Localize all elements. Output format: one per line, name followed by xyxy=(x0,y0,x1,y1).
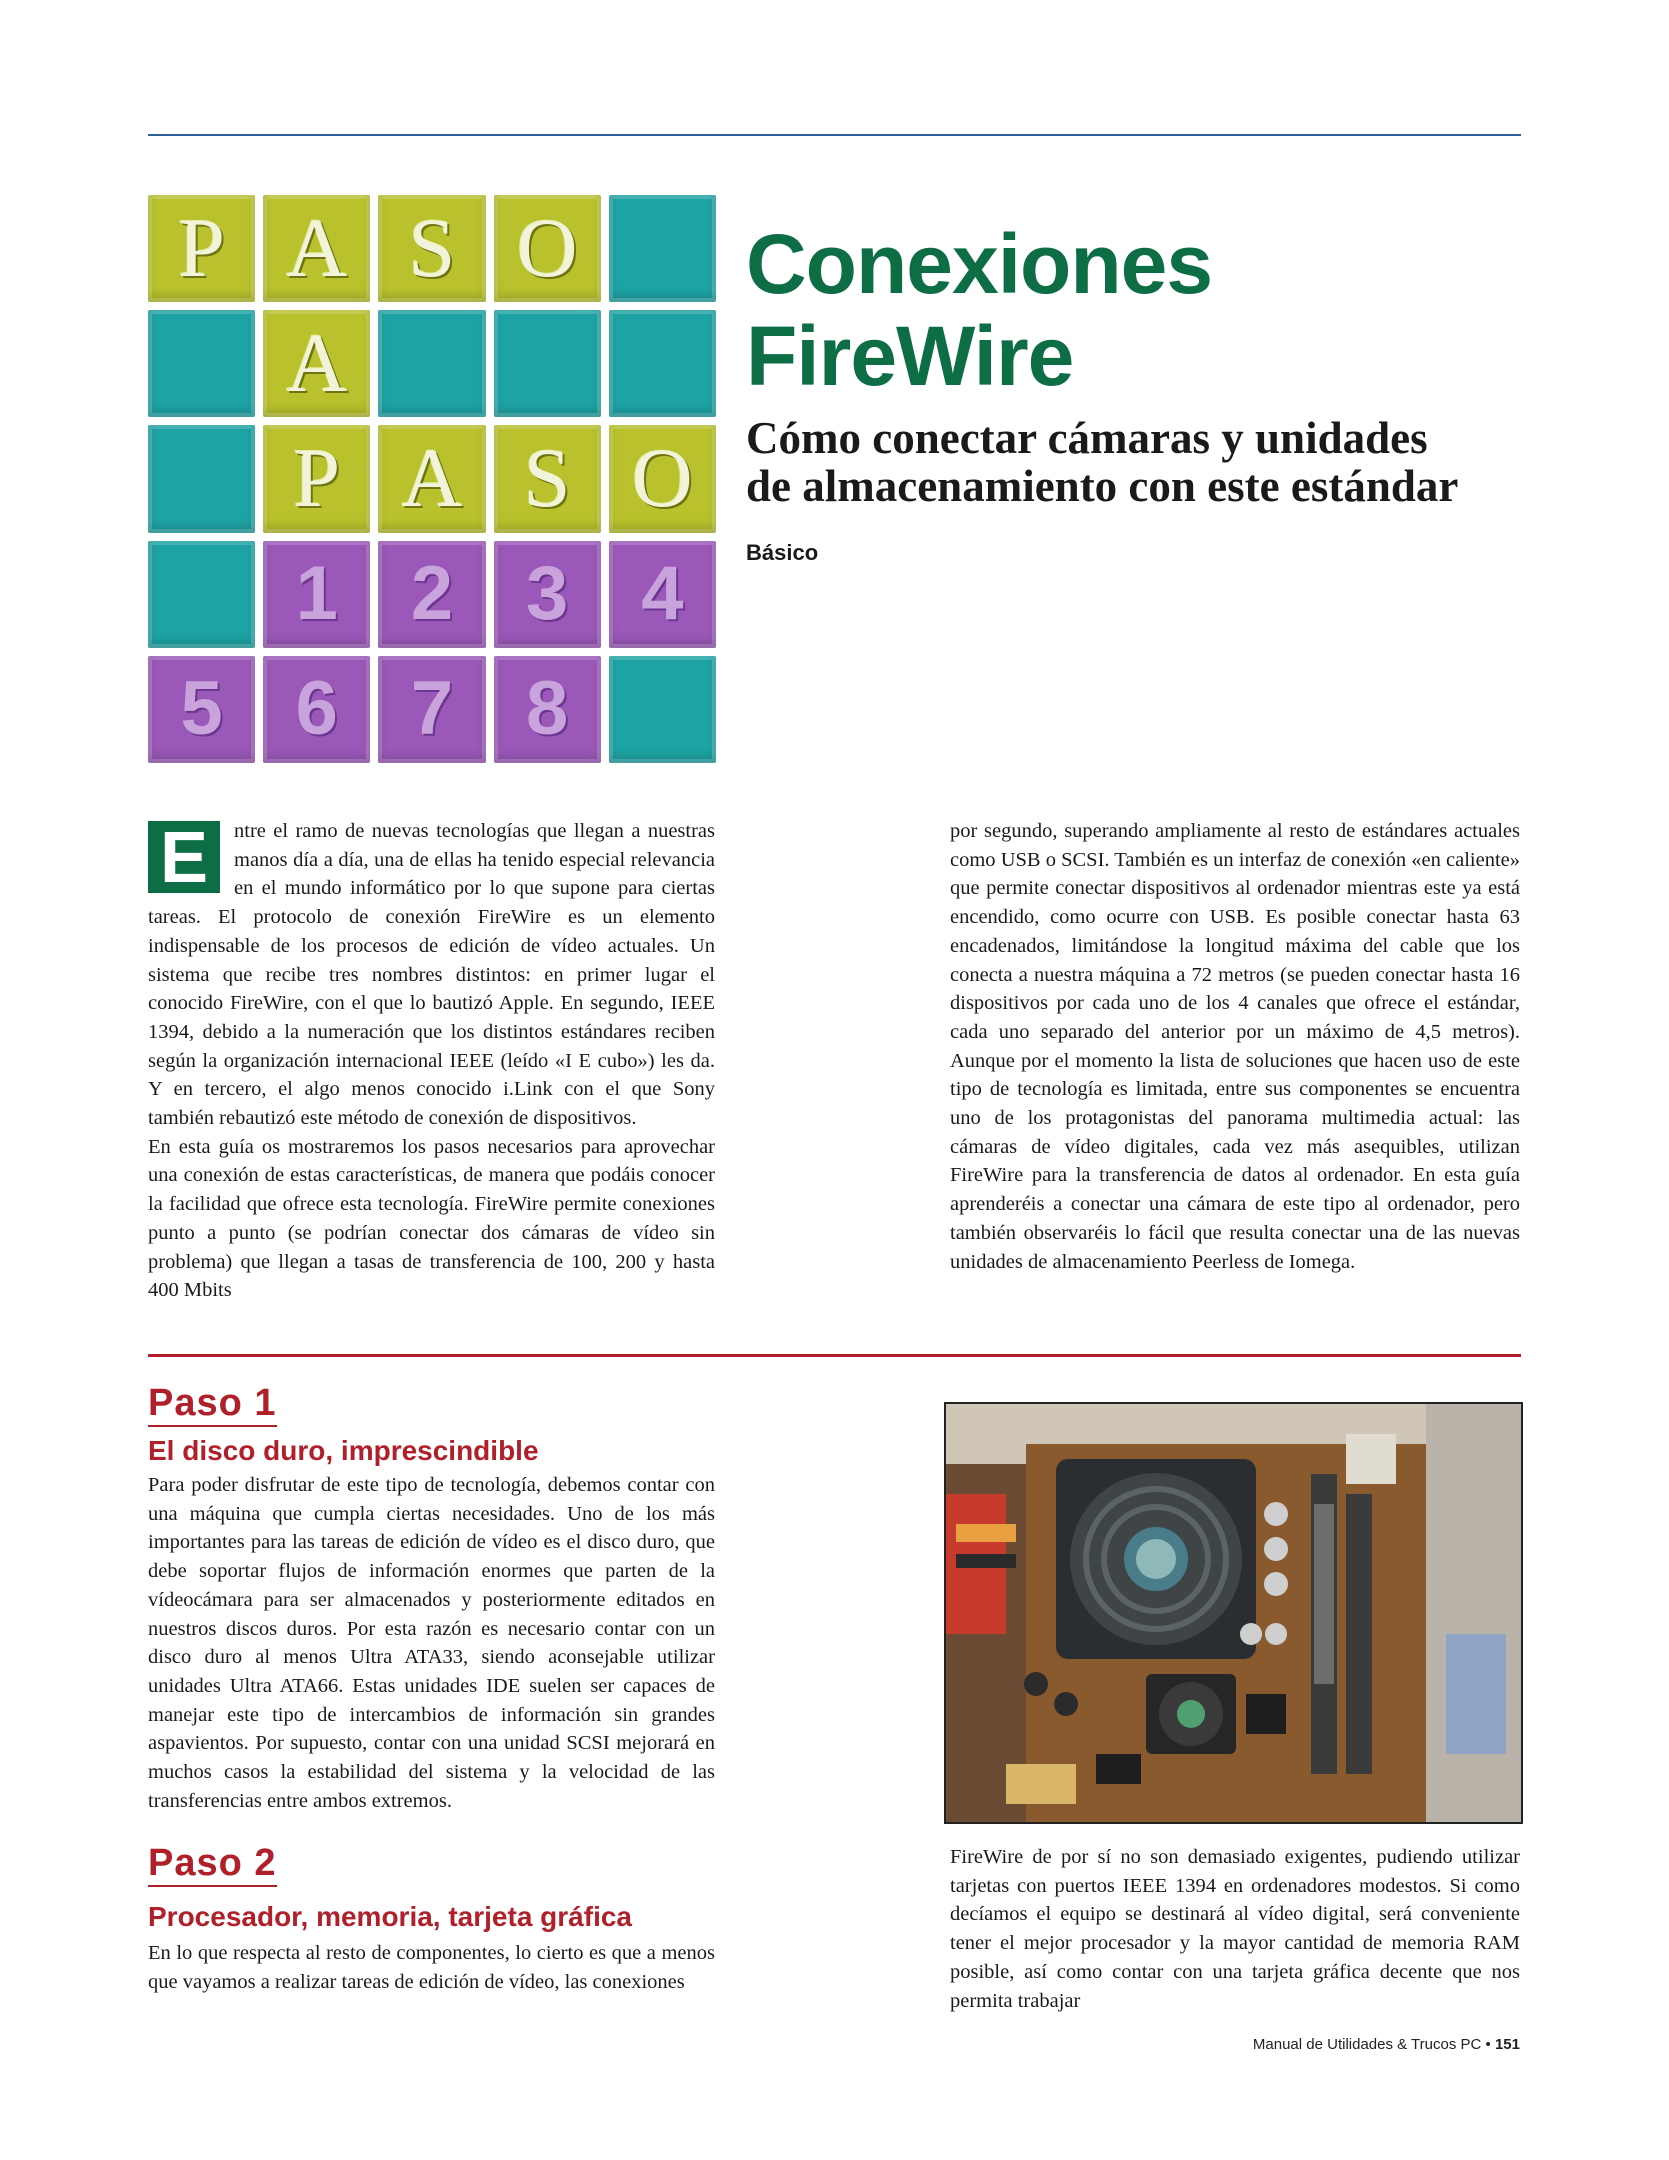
logo-tile-4: 4 xyxy=(609,541,716,648)
logo-tile-blank xyxy=(148,425,255,532)
intro-paragraph-2: En esta guía os mostraremos los pasos necesarios para aprovechar una conexión de estas características, de manera que podáis conocer la facilidad que ofrece esta tecnología. FireWire permite conexiones punto a punto (se podrían conectar dos cámaras de vídeo sin problema) que llegan a tasas de transferencia de 100, 200 y hasta 400 Mbits xyxy=(148,1135,715,1302)
logo-tile-blank xyxy=(378,310,485,417)
paso-2-text-continued: FireWire de por sí no son demasiado exigentes, pudiendo utilizar tarjetas con puertos IEEE 1394 en ordenadores modestos. Si como decíamos el equipo se destinará al vídeo digital, será conveniente tener el mejor procesador y la mayor cantidad de memoria RAM posible, así como contar con una tarjeta gráfica decente que nos permita trabajar xyxy=(950,1846,1520,2012)
subtitle-line-2: de almacenamiento con este estándar xyxy=(746,461,1459,511)
logo-tile-s: S xyxy=(378,195,485,302)
logo-tile-a: A xyxy=(263,310,370,417)
logo-tile-blank xyxy=(609,195,716,302)
intro-paragraph-3: por segundo, superando ampliamente al resto de estándares actuales como USB o SCSI. También es un interfaz de conexión «en caliente» que permite conectar dispositivos al ordenador mientras este ya está encendido, como ocurre con USB. Es posible conectar hasta 63 encadenados, limitándose la longitud máxima del cable que los conecta a nuestra máquina a 72 metros (se pueden conectar hasta 16 dispositivos por cada uno de los 4 canales que ofrece el estándar, cada uno separado del anterior por un máximo de 4,5 metros). Aunque por el momento la lista de soluciones que hacen uso de este tipo de tecnología es limitada, entre sus componentes se encuentra uno de los protagonistas del panorama multimedia actual: las cámaras de vídeo digitales, cada vez más asequibles, utilizan FireWire para la transferencia de datos al ordenador. En esta guía aprenderéis a conectar una cámara de este tipo al ordenador, pero también observaréis lo fácil que resulta conectar una de las nuevas unidades de almacenamiento Peerless de Iomega. xyxy=(950,820,1520,1273)
logo-tile-a: A xyxy=(378,425,485,532)
difficulty-level: Básico xyxy=(746,540,819,565)
subtitle-line-1: Cómo conectar cámaras y unidades xyxy=(746,413,1428,463)
paso-1-heading xyxy=(148,1383,277,1427)
paso-2-heading xyxy=(148,1843,277,1887)
page-number: 151 xyxy=(1494,2036,1520,2053)
logo-tile-p: P xyxy=(263,425,370,532)
paso-2-text: En lo que respecta al resto de componentes, lo cierto es que a menos que vayamos a realizar tareas de edición de vídeo, las conexiones xyxy=(148,1942,715,1993)
title-line-2: FireWire xyxy=(746,309,1074,403)
logo-tile-2: 2 xyxy=(378,541,485,648)
logo-tile-s: S xyxy=(494,425,601,532)
paso-a-paso-logo xyxy=(148,195,716,763)
publication-name: Manual de Utilidades & Trucos PC xyxy=(1252,2036,1482,2053)
intro-left-column xyxy=(148,817,715,1305)
logo-tile-blank xyxy=(609,656,716,763)
page-footer xyxy=(1060,2036,1520,2053)
logo-tile-6: 6 xyxy=(263,656,370,763)
intro-right-column xyxy=(950,817,1520,1276)
logo-tile-7: 7 xyxy=(378,656,485,763)
logo-tile-blank xyxy=(609,310,716,417)
paso-1-label: Paso 1 xyxy=(148,1383,277,1427)
logo-tile-1: 1 xyxy=(263,541,370,648)
paso-1-text: Para poder disfrutar de este tipo de tecnología, debemos contar con una máquina que cumpla ciertas necesidades. Uno de los más importantes para las tareas de edición de vídeo es el disco duro, que debe soportar flujos de información enormes que parten de la vídeocámara para ser almacenados y posteriormente editados en nuestros discos duros. Por esta razón es necesario contar con un disco duro al menos Ultra ATA33, siendo aconsejable utilizar unidades Ultra ATA66. Estas unidades IDE suelen ser capaces de manejar este tipo de intercambios de información sin grandes aspavientos. Por supuesto, contar con una unidad SCSI mejorará en muchos casos la estabilidad del sistema y la velocidad de las transferencias entre ambos extremos. xyxy=(148,1474,715,1812)
article-subtitle xyxy=(746,414,1526,510)
logo-tile-o: O xyxy=(609,425,716,532)
section-rule xyxy=(148,1354,1521,1357)
logo-tile-o: O xyxy=(494,195,601,302)
intro-paragraph-1 xyxy=(148,817,715,1133)
top-rule xyxy=(148,134,1521,136)
article-title xyxy=(746,218,1506,402)
footer-bullet: • xyxy=(1485,2036,1491,2053)
logo-tile-5: 5 xyxy=(148,656,255,763)
logo-tile-blank xyxy=(494,310,601,417)
logo-tile-a: A xyxy=(263,195,370,302)
logo-tile-8: 8 xyxy=(494,656,601,763)
motherboard-illustration xyxy=(946,1404,1521,1822)
paso-1-subheading: El disco duro, imprescindible xyxy=(148,1435,539,1466)
motherboard-photo xyxy=(944,1402,1523,1824)
title-line-1: Conexiones xyxy=(746,217,1213,311)
dropcap: E xyxy=(148,821,220,893)
paso-2-label: Paso 2 xyxy=(148,1843,277,1887)
logo-tile-3: 3 xyxy=(494,541,601,648)
intro-paragraph-1-text: ntre el ramo de nuevas tecnologías que llegan a nuestras manos día a día, una de ellas ha tenido especial relevancia en el mundo informático por lo que supone para ciertas tareas. El protocolo de conexión FireWire es un elemento indispensable de los procesos de edición de vídeo actuales. Un sistema que recibe tres nombres distintos: en primer lugar el conocido FireWire, con el que lo bautizó Apple. En segundo, IEEE 1394, debido a la numeración que los distintos estándares reciben según la organización internacional IEEE (leído «I E cubo») les da. Y en tercero, el algo menos conocido i.Link con el que Sony también rebautizó este método de conexión de dispositivos. xyxy=(148,820,715,1130)
logo-tile-p: P xyxy=(148,195,255,302)
logo-tile-blank xyxy=(148,541,255,648)
paso-2-subheading: Procesador, memoria, tarjeta gráfica xyxy=(148,1901,632,1932)
logo-tile-blank xyxy=(148,310,255,417)
